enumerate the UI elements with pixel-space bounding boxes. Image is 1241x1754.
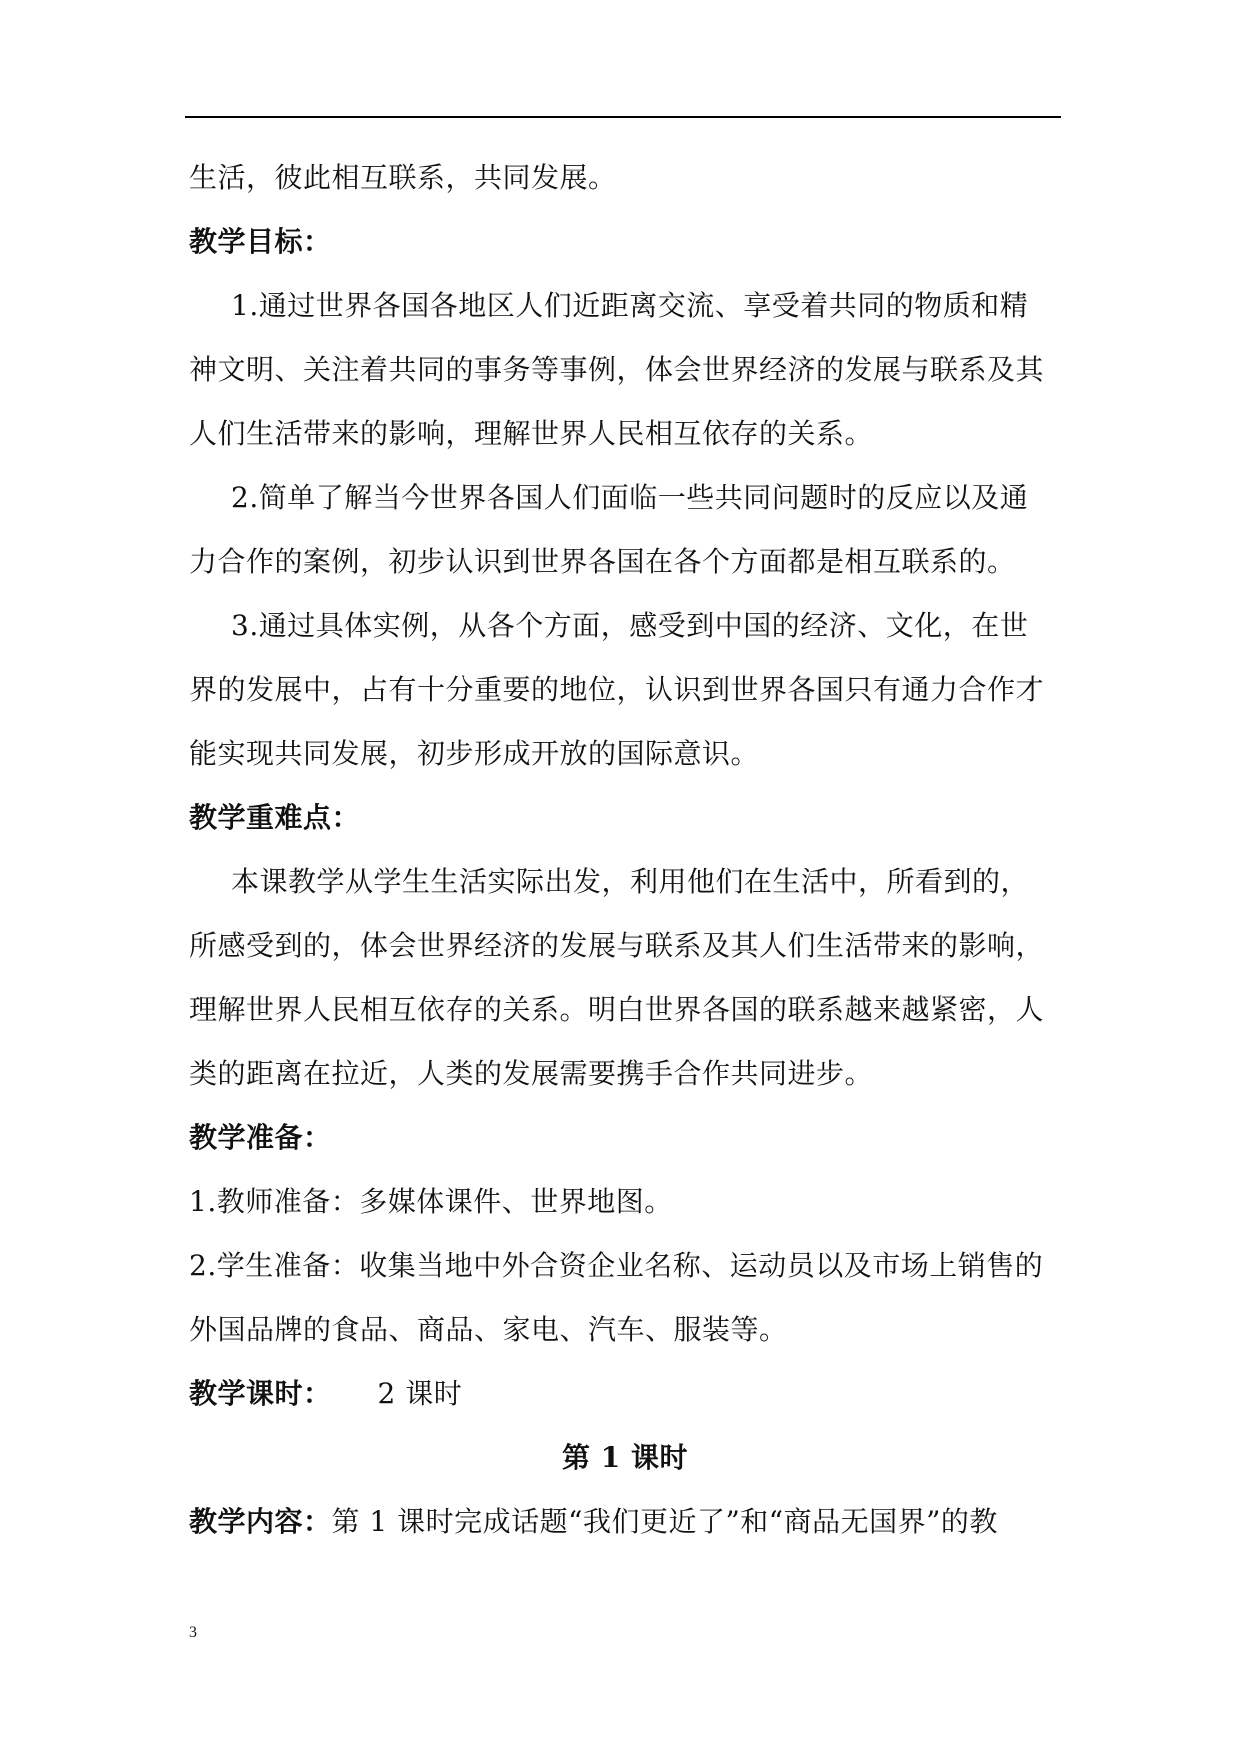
objective-line: 人们生活带来的影响，理解世界人民相互依存的关系。 — [189, 417, 874, 450]
key-points-heading: 教学重难点： — [189, 801, 361, 834]
key-points-line: 所感受到的，体会世界经济的发展与联系及其人们生活带来的影响， — [189, 929, 1045, 962]
objective-line: 神文明、关注着共同的事务等事例，体会世界经济的发展与联系及其 — [189, 353, 1045, 386]
key-points-line: 类的距离在拉近，人类的发展需要携手合作共同进步。 — [189, 1057, 874, 1090]
teaching-content-label: 教学内容： — [189, 1505, 332, 1538]
preparation-line: 1.教师准备：多媒体课件、世界地图。 — [189, 1185, 673, 1218]
page-number: 3 — [189, 1624, 197, 1641]
objective-line: 力合作的案例，初步认识到世界各国在各个方面都是相互联系的。 — [189, 545, 1016, 578]
teaching-hours-value: 2 课时 — [377, 1377, 463, 1410]
objective-line: 界的发展中，占有十分重要的地位，认识到世界各国只有通力合作才 — [189, 673, 1045, 706]
teaching-content — [189, 1502, 998, 1542]
preparation-line: 外国品牌的食品、商品、家电、汽车、服装等。 — [189, 1313, 788, 1346]
objectives-heading: 教学目标： — [189, 225, 332, 258]
header-rule — [185, 116, 1061, 118]
objective-line: 1.通过世界各国各地区人们近距离交流、享受着共同的物质和精 — [231, 289, 1029, 322]
continuation-text: 生活，彼此相互联系，共同发展。 — [189, 161, 617, 194]
objective-line: 能实现共同发展，初步形成开放的国际意识。 — [189, 737, 760, 770]
preparation-line: 2.学生准备：收集当地中外合资企业名称、运动员以及市场上销售的 — [189, 1249, 1044, 1282]
key-points-line: 本课教学从学生生活实际出发，利用他们在生活中，所看到的， — [231, 865, 1030, 898]
key-points-line: 理解世界人民相互依存的关系。明白世界各国的联系越来越紧密，人 — [189, 993, 1045, 1026]
teaching-hours — [189, 1374, 462, 1414]
objective-line: 2.简单了解当今世界各国人们面临一些共同问题时的反应以及通 — [231, 481, 1029, 514]
teaching-content-text: 第 1 课时完成话题“我们更近了”和“商品无国界”的教 — [331, 1505, 998, 1538]
objective-line: 3.通过具体实例，从各个方面，感受到中国的经济、文化，在世 — [231, 609, 1029, 642]
teaching-hours-label: 教学课时： — [189, 1377, 332, 1410]
preparation-heading: 教学准备： — [189, 1121, 332, 1154]
lesson-title: 第 1 课时 — [562, 1441, 688, 1474]
